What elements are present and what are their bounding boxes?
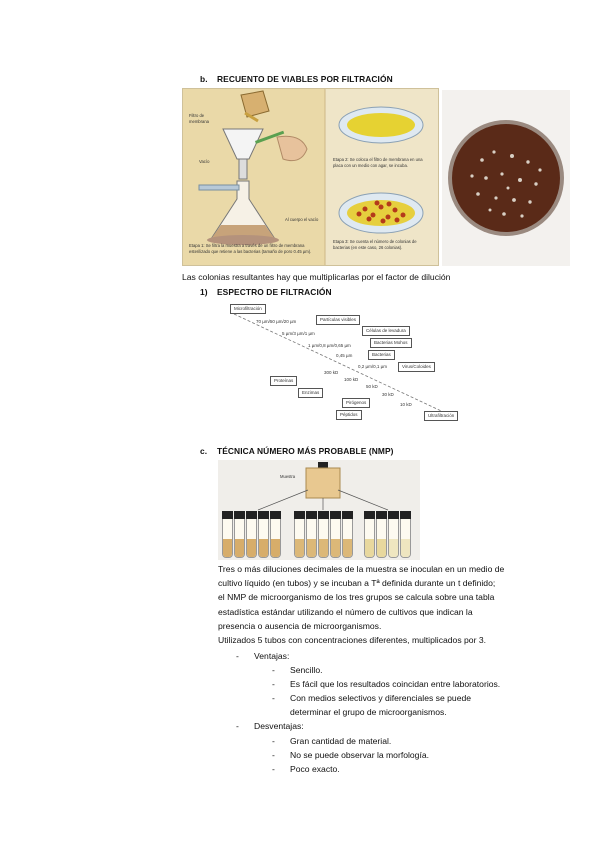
section-b-letter: b. [200, 74, 208, 84]
label-5um: 5 µm/3 µm/1 µm [282, 331, 315, 336]
disadvantage-item: Poco exacto. [290, 764, 340, 774]
disadvantage-item: Gran cantidad de material. [290, 736, 392, 746]
mpn-description [218, 562, 588, 647]
label-10kd: 10 kD [400, 402, 412, 407]
disadvantage-item: No se puede observar la morfología. [290, 750, 430, 760]
vacuum-label: Vacío [199, 159, 210, 164]
filter-label: Filtro de membrana [189, 113, 210, 124]
body-line: cultivo líquido (en tubos) y se incuban a Tª definida durante un t definido; [218, 578, 496, 589]
advantage-item: Sencillo. [290, 665, 323, 675]
plate-photo [442, 90, 570, 266]
advantage-item-cont: determinar el grupo de microorganismos. [290, 707, 447, 717]
box-microfiltration: Microfiltración [230, 304, 266, 314]
tube [294, 516, 305, 558]
bullet: - [272, 750, 275, 760]
advantage-item: Es fácil que los resultados coincidan entre laboratorios. [290, 679, 501, 689]
tube [246, 516, 257, 558]
sample-label: Muestra [280, 474, 296, 479]
label-30kd: 30 kD [382, 392, 394, 397]
box-bacteria-molds: Bacterias Mohos [370, 338, 412, 348]
body-line: presencia o ausencia de microorganismos. [218, 620, 382, 631]
colonies-note: Las colonias resultantes hay que multiplicarlas por el factor de dilución [182, 272, 451, 282]
tube [364, 516, 375, 558]
tube [222, 516, 233, 558]
bullet: - [272, 764, 275, 774]
label-70um: 70 µm/50 µm/20 µm [256, 319, 297, 324]
body-line: el NMP de microorganismo de los tres grupos se calcula sobre una tabla [218, 592, 495, 603]
step-2-text: Etapa 2: Se coloca el filtro de membrana en una placa con un medio con agar, se incuba. [333, 157, 423, 168]
advantage-item: Con medios selectivos y diferenciales se puede [290, 693, 472, 703]
filtration-figure [182, 88, 439, 266]
tube [400, 516, 411, 558]
box-enzymes: Enzimas [298, 388, 323, 398]
advantages-label: Ventajas: [254, 651, 290, 661]
box-peptides: Péptidos [336, 410, 362, 420]
section-1-number: 1) [200, 287, 208, 297]
filtration-spectrum-diagram [220, 300, 480, 428]
tube [342, 516, 353, 558]
tube [388, 516, 399, 558]
section-b-title: RECUENTO DE VIABLES POR FILTRACIÓN [217, 74, 393, 84]
tube [234, 516, 245, 558]
label-1um: 1 µm/0,8 µm/0,65 µm [308, 343, 351, 348]
box-proteins: Proteínas [270, 376, 297, 386]
bullet: - [236, 651, 239, 661]
plate-colonies-image [442, 90, 570, 266]
flask-label: Al cuerpo el vacío [285, 217, 319, 222]
bullet: - [236, 721, 239, 731]
mpn-figure [218, 460, 420, 560]
label-50kd: 50 kD [366, 384, 378, 389]
disadvantages-label: Desventajas: [254, 721, 304, 731]
box-yeast-cells: Células de levadura [362, 326, 410, 336]
label-300kd: 300 kD [324, 370, 339, 375]
bullet: - [272, 693, 275, 703]
tube [376, 516, 387, 558]
label-02um: 0,2 µm/0,1 µm [358, 364, 387, 369]
bullet: - [272, 679, 275, 689]
tube [258, 516, 269, 558]
section-1-title: ESPECTRO DE FILTRACIÓN [217, 287, 332, 297]
step-1-text: Etapa 1: Se filtra la muestra a través de un filtro de membrana esterilizado que retiene a las bacterias (tamaño de poro 0.45 µm). [189, 243, 312, 254]
box-viruses: Virus/Coloides [398, 362, 435, 372]
tube [270, 516, 281, 558]
box-visible-particles: Partículas visibles [316, 315, 360, 325]
section-c-title: TÉCNICA NÚMERO MÁS PROBABLE (NMP) [217, 446, 394, 456]
body-line: estadística estándar utilizando el número de cultivos que indican la [218, 606, 473, 617]
box-pyrogens: Pirógenos [342, 398, 370, 408]
step-3-text: Etapa 3: Se cuenta el número de colonias de bacterias (en este caso, 26 colonias). [333, 239, 417, 250]
section-c-letter: c. [200, 446, 208, 456]
box-ultrafiltration: Ultrafiltración [424, 411, 458, 421]
body-line: Tres o más diluciones decimales de la muestra se inoculan en un medio de [218, 564, 505, 574]
tube [318, 516, 329, 558]
label-100kd: 100 kD [344, 377, 359, 382]
body-line: Utilizados 5 tubos con concentraciones diferentes, multiplicados por 3. [218, 635, 486, 646]
bullet: - [272, 665, 275, 675]
box-bacteria: Bacterias [368, 350, 395, 360]
tube [306, 516, 317, 558]
bullet: - [272, 736, 275, 746]
label-045um: 0,45 µm [336, 353, 353, 358]
tube [330, 516, 341, 558]
